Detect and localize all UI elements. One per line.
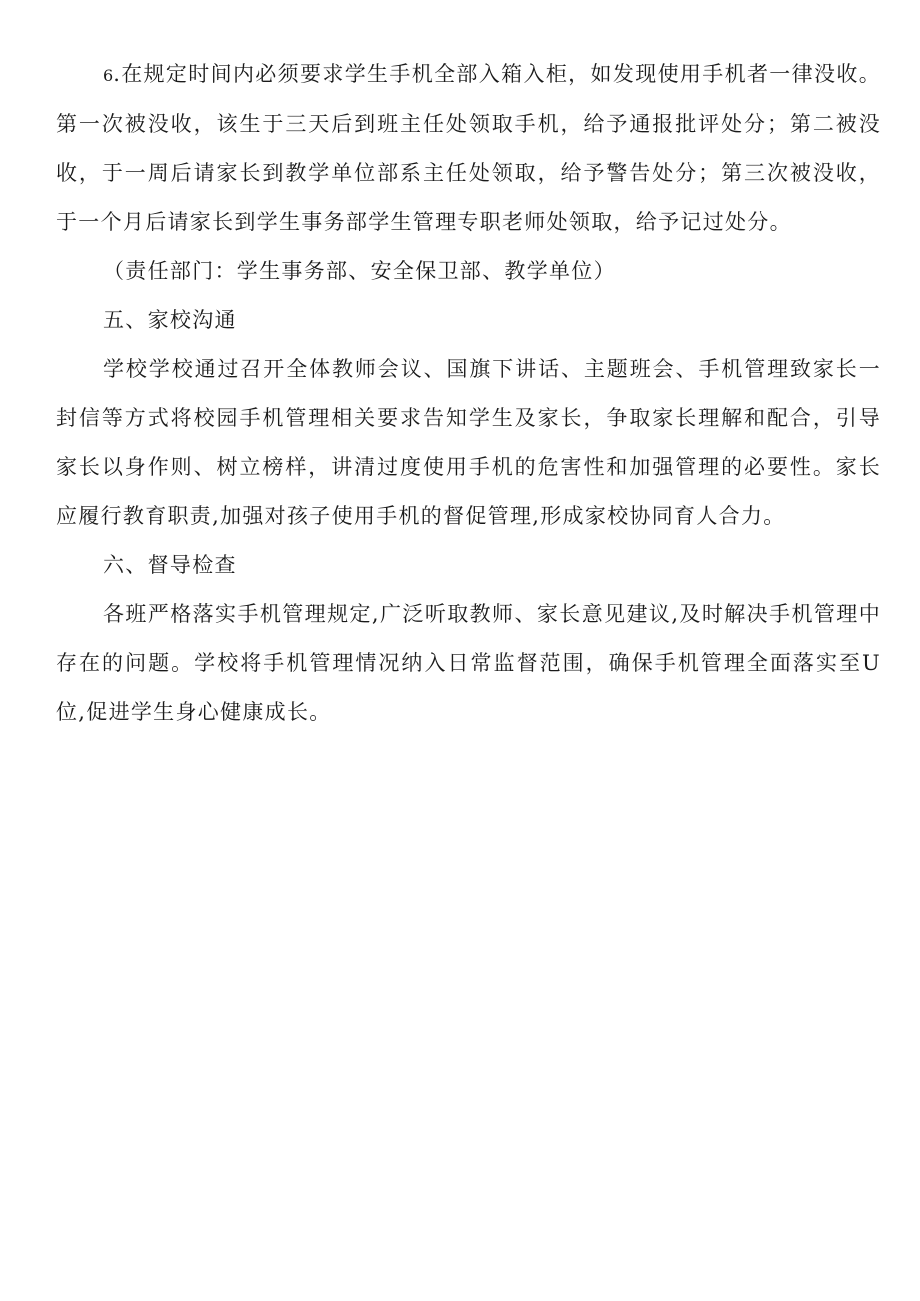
section-6-heading: 六、督导检查: [103, 553, 237, 577]
section-6-body: 各班严格落实手机管理规定,广泛听取教师、家长意见建议,及时解决手机管理中存在的问题。学校将手机管理情况纳入日常监督范围，确保手机管理全面落实至U位,促进学生身心健康成长。: [56, 602, 881, 724]
item-6-paragraph: [56, 50, 881, 247]
section-5-body: 学校学校通过召开全体教师会议、国旗下讲话、主题班会、手机管理致家长一封信等方式将校园手机管理相关要求告知学生及家长，争取家长理解和配合，引导家长以身作则、树立榜样，讲清过度使用手机的危害性和加强管理的必要性。家长应履行教育职责,加强对孩子使用手机的督促管理,形成家校协同育人合力。: [56, 357, 881, 528]
item-6-text: .在规定时间内必须要求学生手机全部入箱入柜，如发现使用手机者一律没收。第一次被没收，该生于三天后到班主任处领取手机，给予通报批评处分；第二被没收，于一周后请家长到教学单位部系主任处领取，给予警告处分；第三次被没收，于一个月后请家长到学生事务部学生管理专职老师处领取，给予记过处分。: [56, 62, 881, 234]
item-6-number: 6: [103, 66, 114, 85]
section-5-heading: 五、家校沟通: [103, 308, 237, 332]
document-page: [56, 50, 881, 737]
responsible-departments: （责任部门：学生事务部、安全保卫部、教学单位）: [103, 259, 616, 283]
